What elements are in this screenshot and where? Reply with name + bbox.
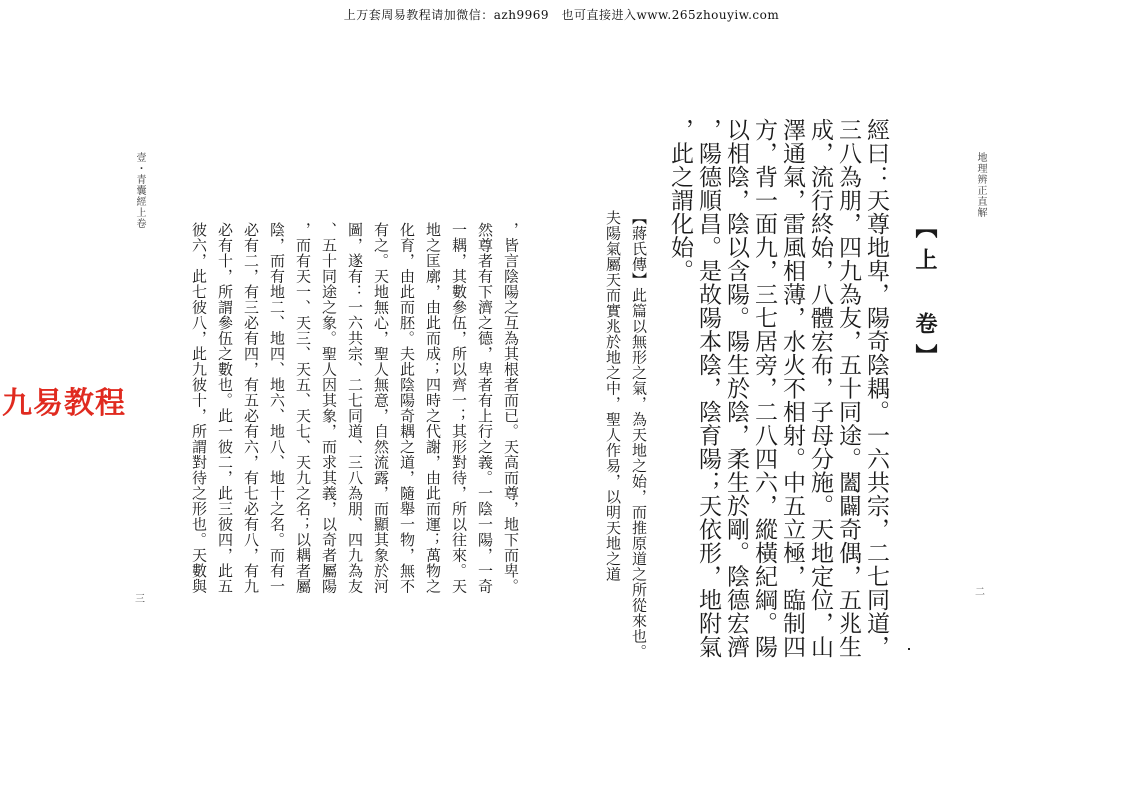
classic-text xyxy=(650,118,890,678)
commentary-line: 必有二，有三必有四，有五必有六，有七必有八，有九 xyxy=(242,222,260,594)
classic-line: 成，流行終始，八體宏布，子母分施。天地定位，山 xyxy=(807,118,833,659)
classic-line: ，此之謂化始。 xyxy=(667,118,693,283)
right-running-head: 地理辨正直解 xyxy=(975,152,986,218)
stray-dot xyxy=(908,648,910,650)
commentary-line: 一耦，其數參伍，所以齊一；其形對待，所以往來。天 xyxy=(450,222,468,594)
classic-line: 三八為朋，四九為友，五十同途。闔闢奇偶，五兆生 xyxy=(835,118,861,659)
commentary-line: 然尊者有下濟之德，卑者有上行之義。一陰一陽，一奇 xyxy=(476,222,494,594)
classic-line: ，陽德順昌。是故陽本陰，陰育陽；天依形，地附氣 xyxy=(695,118,721,659)
left-running-head: 壹・青囊經上卷 xyxy=(134,152,145,229)
commentary-line: ，皆言陰陽之互為其根者而已。天高而尊，地下而卑。 xyxy=(502,222,520,594)
right-page-number: 二 xyxy=(975,587,985,598)
classic-line: 經曰：天尊地卑，陽奇陰耦。一六共宗，二七同道， xyxy=(863,118,889,659)
commentary-line: 化育，由此而胚。夫此陰陽奇耦之道，隨舉一物，無不 xyxy=(398,222,416,594)
classic-line: 以相陰，陰以含陽。陽生於陰，柔生於剛。陰德宏濟 xyxy=(723,118,749,659)
commentary-line: 夫陽氣屬天而實兆於地之中，聖人作易，以明天地之道 xyxy=(604,210,622,582)
classic-line: 方，背一面九，三七居旁，二八四六，縱橫紀綱。陽 xyxy=(751,118,777,659)
juan-title: 【上 卷】 xyxy=(912,216,938,376)
commentary-line: 圖，遂有：一六共宗、二七同道、三八為朋、四九為友 xyxy=(346,222,364,594)
commentary-line: 陰，而有地二、地四、地六、地八、地十之名。而有一 xyxy=(268,222,286,594)
commentary-line: 、五十同途之象。聖人因其象，而求其義，以奇者屬陽 xyxy=(320,222,338,594)
commentary-continuation xyxy=(178,222,524,672)
classic-line: 澤通氣，雷風相薄，水火不相射。中五立極，臨制四 xyxy=(779,118,805,659)
commentary-text xyxy=(596,210,652,660)
commentary-line: 必有十，所謂參伍之數也。此一彼二，此三彼四，此五 xyxy=(216,222,234,594)
commentary-line: 彼六，此七彼八，此九彼十，所謂對待之形也。天數與 xyxy=(190,222,208,594)
watermark-logo: 九易教程 xyxy=(2,386,126,421)
header-note: 上万套周易教程请加微信：azh9969 也可直接进入www.265zhouyiw.com xyxy=(343,8,780,22)
left-page-number: 三 xyxy=(135,594,145,605)
commentary-line: 【蔣氏傳】此篇以無形之氣，為天地之始，而推原道之所從來也。 xyxy=(630,210,648,660)
commentary-line: 有之。天地無心，聖人無意，自然流露，而顯其象於河 xyxy=(372,222,390,594)
commentary-line: ，而有天一、天三、天五、天七、天九之名；以耦者屬 xyxy=(294,222,312,594)
commentary-line: 地之匡廓，由此而成；四時之代謝，由此而運；萬物之 xyxy=(424,222,442,594)
